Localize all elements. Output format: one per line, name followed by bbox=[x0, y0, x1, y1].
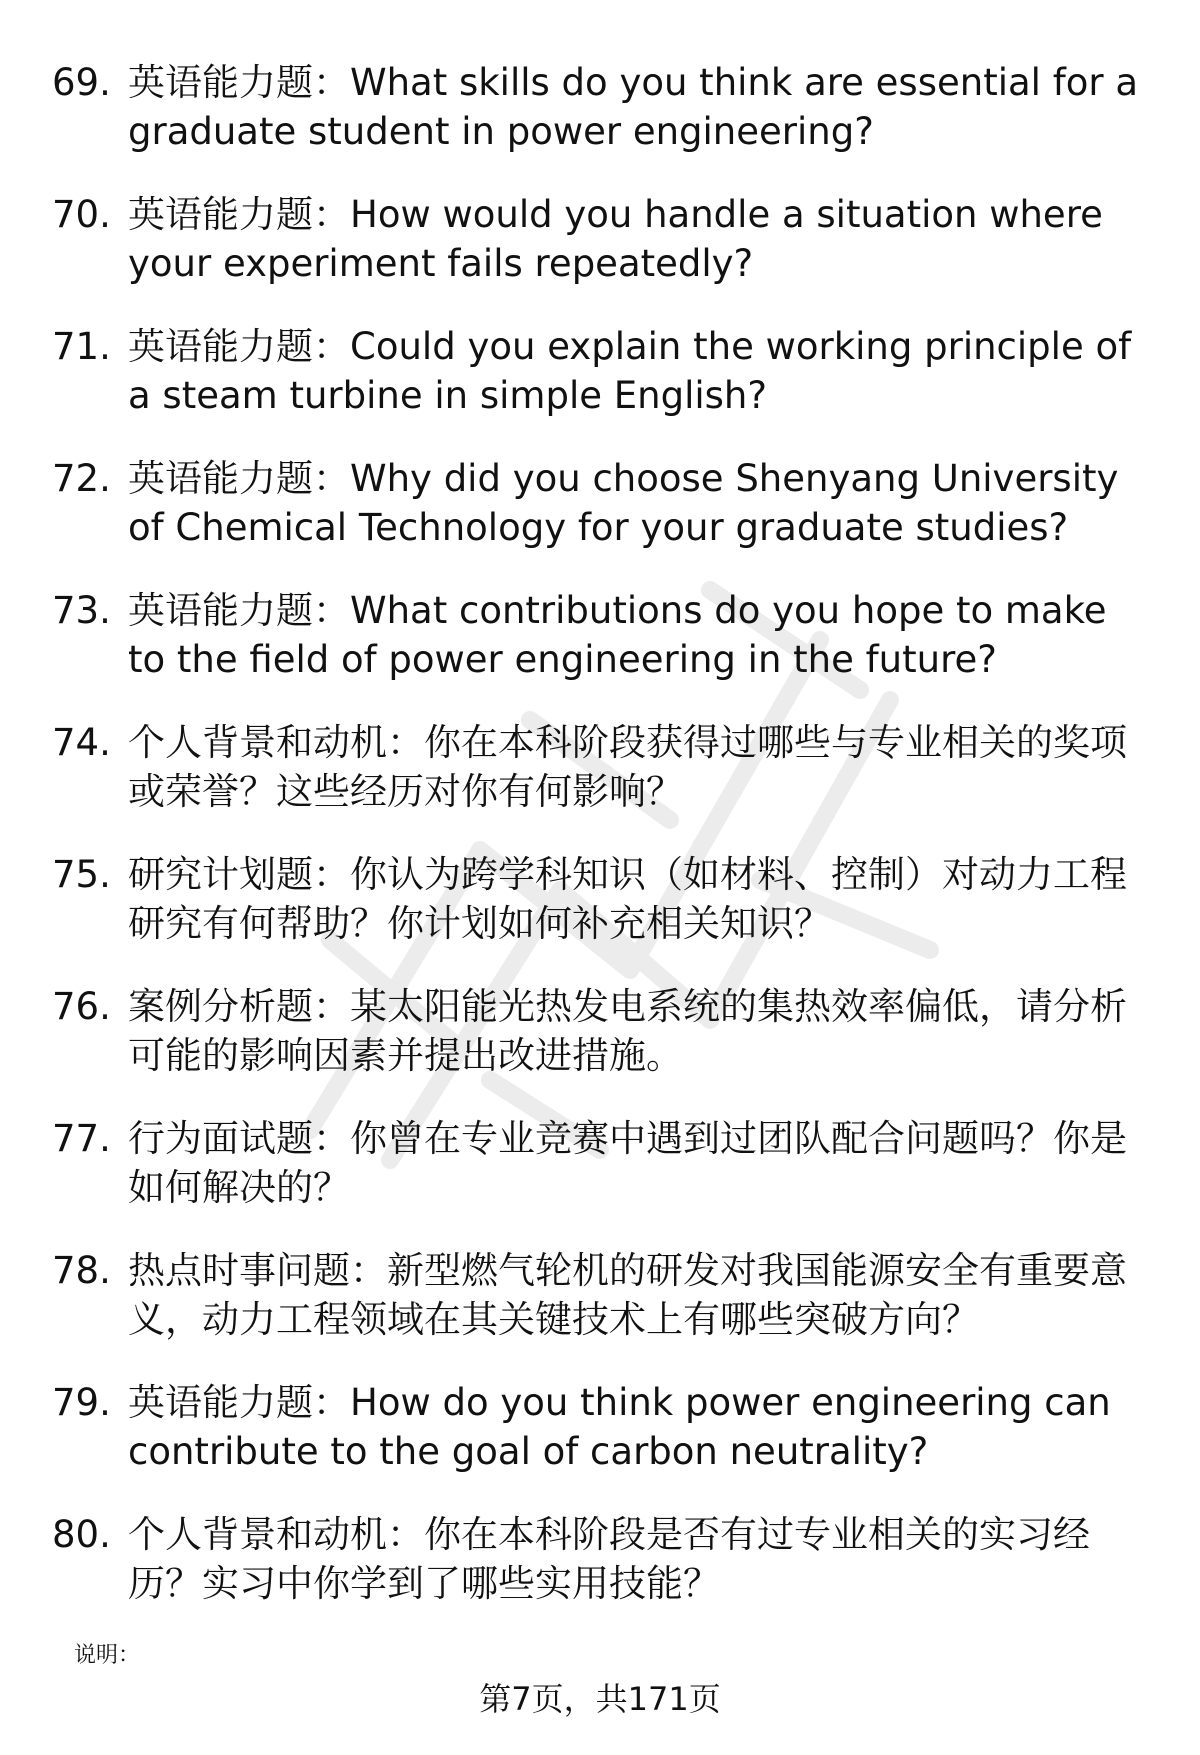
question-item bbox=[52, 322, 1142, 454]
question-number: 76. bbox=[52, 985, 111, 1028]
question-item bbox=[52, 850, 1142, 982]
question-number: 75. bbox=[52, 853, 111, 896]
question-number: 74. bbox=[52, 721, 111, 764]
question-number: 77. bbox=[52, 1117, 111, 1160]
question-item bbox=[52, 58, 1142, 190]
question-text: 行为面试题：你曾在专业竞赛中遇到过团队配合问题吗？你是如何解决的？ bbox=[128, 1117, 1127, 1209]
question-number: 80. bbox=[52, 1513, 111, 1556]
question-item bbox=[52, 1378, 1142, 1510]
page-footer: 第7页，共171页 bbox=[479, 1680, 721, 1718]
question-item bbox=[52, 1114, 1142, 1246]
question-item bbox=[52, 190, 1142, 322]
question-number: 72. bbox=[52, 457, 111, 500]
question-number: 78. bbox=[52, 1249, 111, 1292]
question-item bbox=[52, 718, 1142, 850]
question-item bbox=[52, 1246, 1142, 1378]
question-text: 英语能力题：How would you handle a situation where your experiment fails repeatedly? bbox=[128, 193, 1103, 285]
question-number: 73. bbox=[52, 589, 111, 632]
question-text: 热点时事问题：新型燃气轮机的研发对我国能源安全有重要意义，动力工程领域在其关键技术上有哪些突破方向？ bbox=[128, 1249, 1127, 1341]
question-item bbox=[52, 1510, 1142, 1642]
question-text: 英语能力题：What skills do you think are essential for a graduate student in power engineering? bbox=[128, 61, 1139, 153]
question-text: 个人背景和动机：你在本科阶段获得过哪些与专业相关的奖项或荣誉？这些经历对你有何影响？ bbox=[128, 721, 1127, 813]
question-number: 70. bbox=[52, 193, 111, 236]
question-text: 英语能力题：Could you explain the working principle of a steam turbine in simple English? bbox=[128, 325, 1132, 417]
question-text: 个人背景和动机：你在本科阶段是否有过专业相关的实习经历？实习中你学到了哪些实用技能？ bbox=[128, 1513, 1090, 1605]
question-number: 69. bbox=[52, 61, 111, 104]
question-text: 研究计划题：你认为跨学科知识（如材料、控制）对动力工程研究有何帮助？你计划如何补充相关知识？ bbox=[128, 853, 1127, 945]
question-item bbox=[52, 586, 1142, 718]
question-text: 案例分析题：某太阳能光热发电系统的集热效率偏低，请分析可能的影响因素并提出改进措施。 bbox=[128, 985, 1127, 1077]
question-text: 英语能力题：What contributions do you hope to make to the field of power engineering in the future? bbox=[128, 589, 1107, 681]
question-list bbox=[52, 58, 1142, 1642]
question-number: 71. bbox=[52, 325, 111, 368]
question-number: 79. bbox=[52, 1381, 111, 1424]
question-item bbox=[52, 454, 1142, 586]
note-label: 说明： bbox=[74, 1643, 141, 1668]
question-item bbox=[52, 982, 1142, 1114]
question-text: 英语能力题：Why did you choose Shenyang University of Chemical Technology for your graduate studies? bbox=[128, 457, 1119, 549]
question-text: 英语能力题：How do you think power engineering can contribute to the goal of carbon neutrality? bbox=[128, 1381, 1111, 1473]
